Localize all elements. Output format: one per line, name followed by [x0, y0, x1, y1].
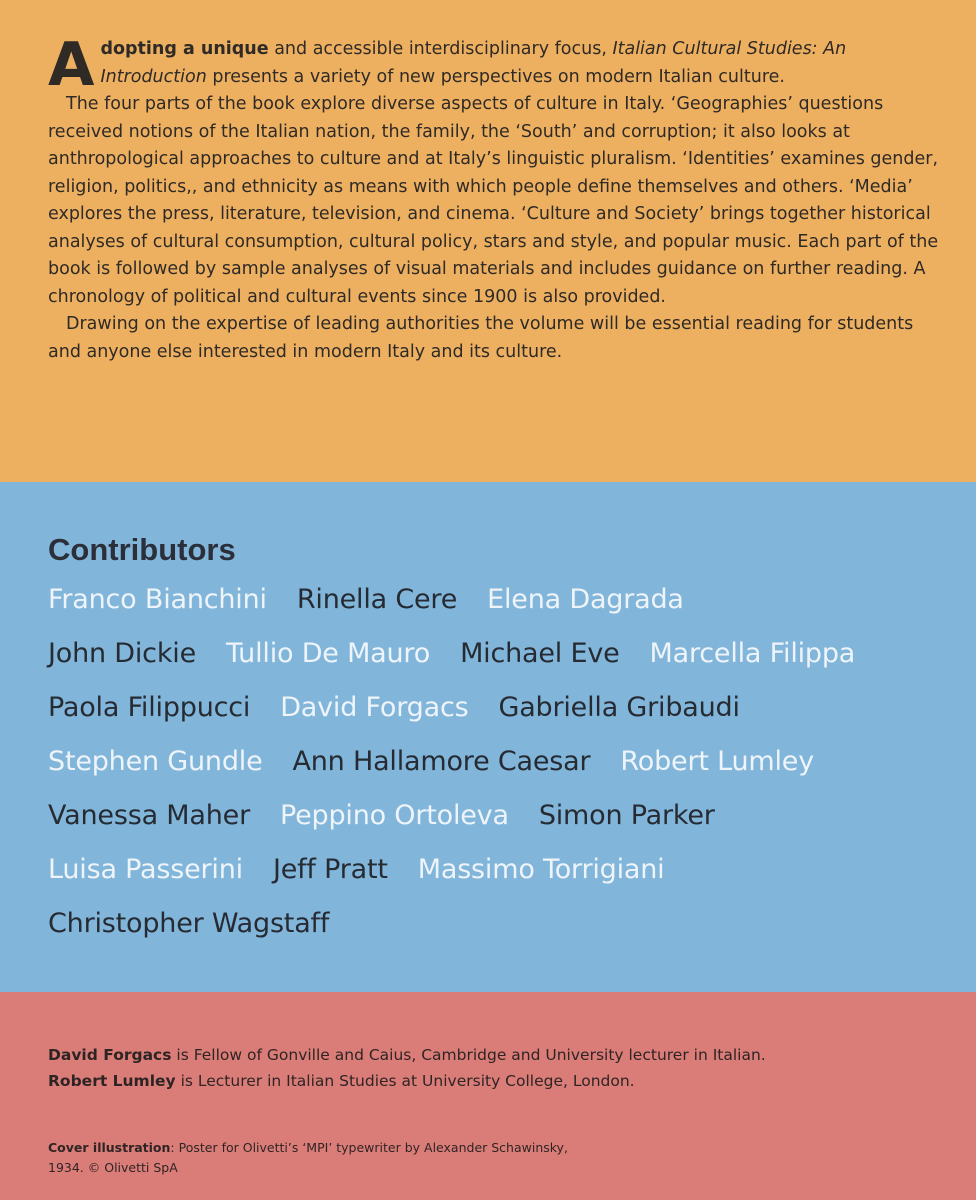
contributor-name: Simon Parker [538, 800, 715, 831]
contributor-name: Luisa Passerini [48, 854, 243, 885]
editor-description: is Lecturer in Italian Studies at University College, London. [175, 1072, 635, 1090]
contributor-name: Stephen Gundle [48, 746, 263, 777]
lead-in-text: dopting a unique [100, 39, 269, 59]
description-text: presents a variety of new perspectives on modern Italian culture. [206, 66, 785, 87]
contributor-name: Franco Bianchini [48, 584, 267, 615]
contributor-name: Massimo Torrigiani [417, 854, 665, 885]
drop-cap: A [48, 30, 95, 100]
contributor-name: Elena Dagrada [487, 584, 684, 615]
contributor-name: Ann Hallamore Caesar [292, 746, 591, 777]
description-paragraph-1 [48, 30, 948, 100]
description-paragraph-2: The four parts of the book explore diverse aspects of culture in Italy. ‘Geographies’ questions received notions of the Italian nation, the family, the ‘South’ and corruption; it also looks at anthropological approaches to culture and at Italy’s linguistic pluralism. ‘Identities’ examines gender, religion, politics,, and ethnicity as means with which people define themselves and others. ‘Media’ explores the press, literature, television, and cinema. ‘Culture and Society’ brings together historical analyses of cultural consumption, cultural policy, stars and style, and popular music. Each part of the book is followed by sample analyses of visual materials and includes guidance on further reading. A chronology of political and cultural events since 1900 is also provided. [48, 94, 939, 307]
contributor-name: Rinella Cere [296, 584, 458, 615]
editors-bio [48, 1042, 948, 1094]
contributor-name: Paola Filippucci [48, 692, 251, 723]
contributor-name: Gabriella Gribaudi [498, 692, 740, 723]
contributors-heading: Contributors [48, 532, 236, 567]
contributor-name: Michael Eve [460, 638, 620, 669]
contributor-name: Christopher Wagstaff [48, 908, 330, 939]
contributor-name: David Forgacs [280, 692, 469, 723]
cover-credit-label: Cover illustration [48, 1140, 171, 1155]
contributor-name: Vanessa Maher [48, 800, 250, 831]
contributor-name: Marcella Filippa [649, 638, 856, 669]
description-paragraph-3: Drawing on the expertise of leading authorities the volume will be essential reading for students and anyone else interested in modern Italy and its culture. [48, 314, 914, 362]
contributor-row [48, 634, 948, 688]
contributor-name: Jeff Pratt [272, 854, 388, 885]
cover-credit-text: : Poster for Olivetti’s ‘MPI’ typewriter by Alexander Schawinsky, 1934. © Olivetti SpA [48, 1140, 568, 1175]
contributor-row [48, 688, 948, 742]
editor-description: is Fellow of Gonville and Caius, Cambridge and University lecturer in Italian. [171, 1046, 766, 1064]
contributor-name: Peppino Ortoleva [279, 800, 509, 831]
editor-name: Robert Lumley [48, 1072, 176, 1090]
contributors-band [0, 482, 976, 992]
description-band [0, 0, 976, 482]
editors-band [0, 992, 976, 1200]
description-text: and accessible interdisciplinary focus, [268, 39, 613, 59]
contributor-name: Robert Lumley [620, 746, 814, 777]
cover-credit [48, 1138, 568, 1178]
book-description [48, 30, 948, 366]
editor-bio-2 [48, 1068, 948, 1094]
contributors-list [48, 580, 948, 958]
editor-bio-1 [48, 1042, 948, 1068]
contributor-row [48, 796, 948, 850]
contributor-name: Tullio De Mauro [225, 638, 431, 669]
book-title: Italian Cultural Studies: An Introduction [100, 39, 847, 87]
contributor-row [48, 580, 948, 634]
contributor-row [48, 742, 948, 796]
contributor-name: John Dickie [48, 638, 196, 669]
contributor-row [48, 850, 948, 904]
editor-name: David Forgacs [48, 1046, 172, 1064]
contributor-row [48, 904, 948, 958]
